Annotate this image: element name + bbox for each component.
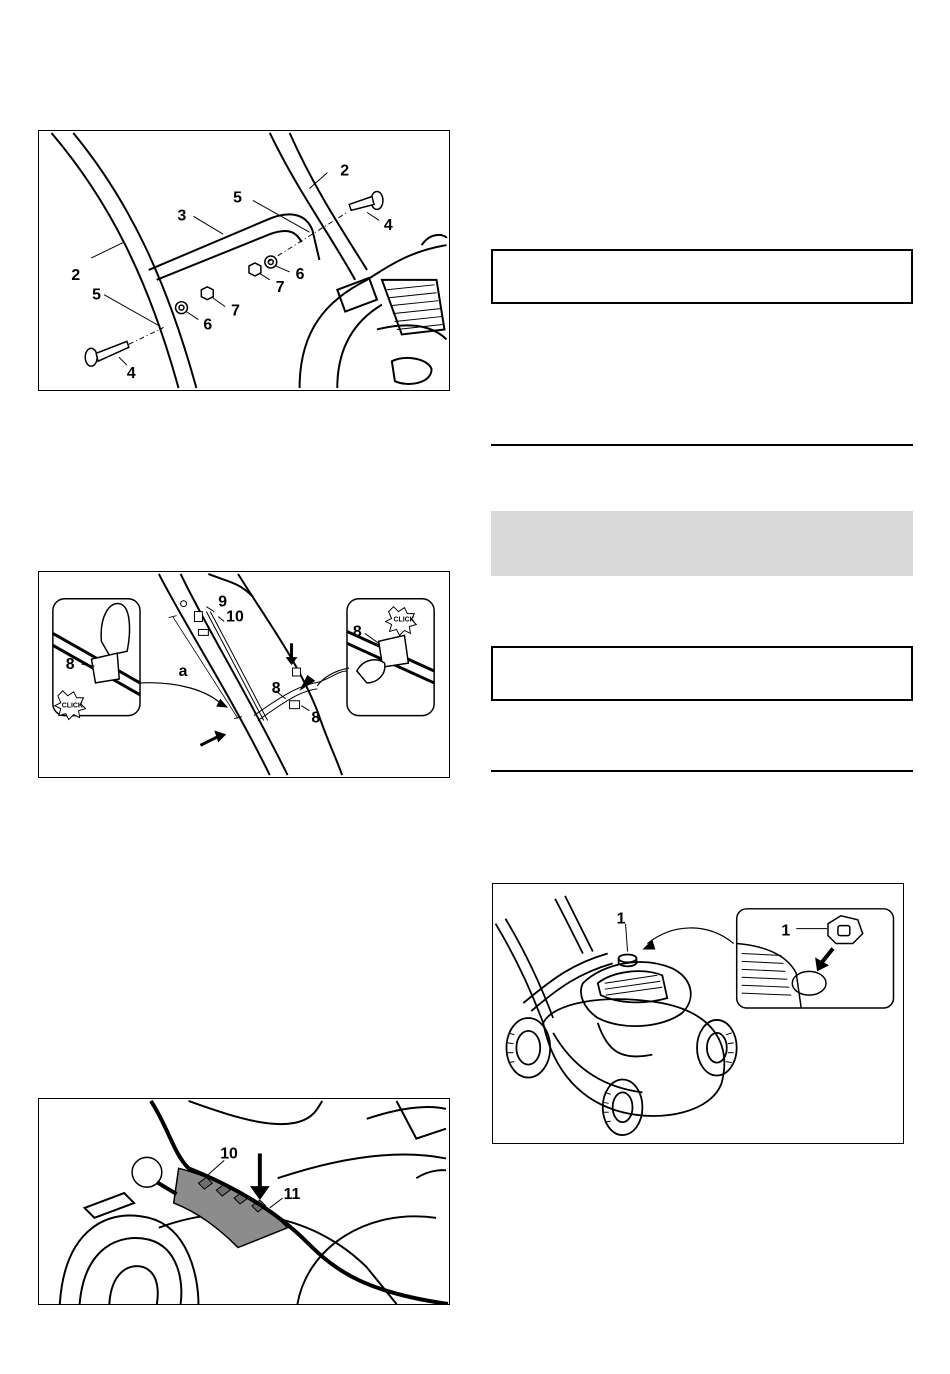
note-box-1 <box>491 249 913 304</box>
section-rule-2 <box>491 770 913 772</box>
label-a: a <box>178 662 188 680</box>
label-10: 10 <box>226 608 244 626</box>
label-2-right: 2 <box>340 162 350 180</box>
label-8-inset-right: 8 <box>352 623 362 641</box>
figure-handlebar-assembly <box>38 130 450 391</box>
section-rule-1 <box>491 444 913 446</box>
cable-routing-drawing <box>39 1099 449 1304</box>
note-box-2 <box>491 646 913 701</box>
label-5-right: 5 <box>233 189 242 207</box>
label-5-left: 5 <box>92 286 102 304</box>
label-2-left: 2 <box>71 266 81 284</box>
figure-oil-cap <box>492 883 904 1144</box>
label-8-lower: 8 <box>311 709 321 727</box>
click-text-right: CLICK <box>393 616 415 624</box>
label-1-inset: 1 <box>781 922 791 940</box>
figure-cable-routing <box>38 1098 450 1305</box>
label-8-inset-left: 8 <box>65 656 75 674</box>
label-7-left: 7 <box>231 302 240 320</box>
label-4-right: 4 <box>383 217 393 235</box>
label-1-mower: 1 <box>616 910 626 928</box>
label-11: 11 <box>283 1186 301 1204</box>
label-8-center: 8 <box>271 679 281 697</box>
click-text-left: CLICK <box>61 702 83 710</box>
label-7-right: 7 <box>275 278 285 296</box>
label-4-left: 4 <box>126 365 136 383</box>
label-6-right: 6 <box>295 265 305 283</box>
oil-cap-drawing <box>493 884 903 1143</box>
figure-cable-clips <box>38 571 450 778</box>
label-6-left: 6 <box>203 316 213 334</box>
label-10: 10 <box>220 1145 238 1163</box>
cable-clips-drawing <box>39 572 449 777</box>
label-9: 9 <box>218 593 228 611</box>
section-heading-bar <box>491 511 913 576</box>
handlebar-assembly-drawing <box>39 131 449 390</box>
label-3: 3 <box>177 207 187 225</box>
